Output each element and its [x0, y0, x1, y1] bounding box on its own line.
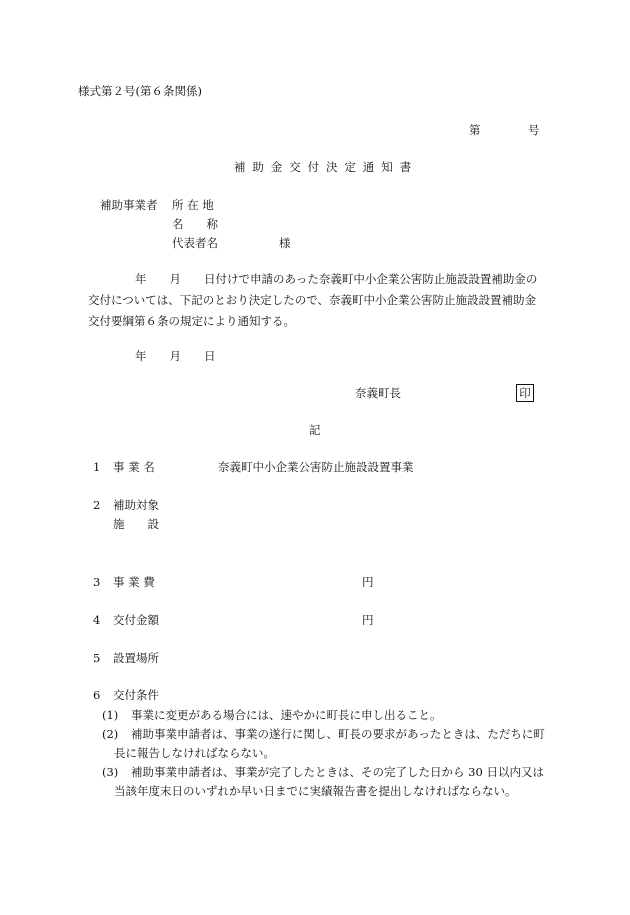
condition-1-text: 事業に変更がある場合には、速やかに町長に申し出ること。 [131, 708, 442, 722]
item-4-label: 交付金額 [113, 613, 159, 627]
body-line-3: 交付要綱第６条の規定により通知する。 [88, 314, 295, 328]
body-line-1: 年 月 日付けで申請のあった奈義町中小企業公害防止施設設置補助金の [135, 272, 538, 286]
body-line-2: 交付については、下記のとおり決定したので、奈義町中小企業公害防止施設設置補助金 [88, 293, 537, 307]
condition-1-num: (1) [102, 708, 119, 722]
condition-2-text: 補助事業申請者は、事業の遂行に関し、町長の要求があったときは、ただちに町 [131, 727, 545, 741]
item-1-label: 事 業 名 [113, 460, 155, 474]
condition-2-text-cont: 長に報告しなければならない。 [114, 746, 275, 760]
item-2-label: 補助対象 [113, 498, 159, 512]
item-6-num: 6 [93, 688, 101, 702]
item-6-label: 交付条件 [113, 688, 159, 702]
address-label: 所 在 地 [172, 198, 214, 212]
item-1-value: 奈義町中小企業公害防止施設設置事業 [218, 460, 414, 474]
item-3-label: 事 業 費 [113, 575, 155, 589]
condition-3-text: 補助事業申請者は、事業が完了したときは、その完了した日から 30 日以内又は [131, 765, 544, 779]
issuer-name: 奈義町長 [355, 386, 401, 400]
form-number: 様式第２号(第６条関係) [78, 84, 202, 98]
addressee-role: 補助事業者 [100, 198, 158, 212]
item-2-label-2: 施 設 [113, 517, 159, 531]
ki-heading: 記 [309, 423, 321, 437]
condition-3-text-cont: 当該年度末日のいずれか早い日までに実績報告書を提出しなければならない。 [114, 784, 517, 798]
item-3-unit: 円 [362, 575, 374, 589]
honorific: 様 [279, 236, 291, 250]
condition-2-num: (2) [102, 727, 119, 741]
representative-label: 代表者名 [172, 236, 218, 250]
name-label: 名 称 [172, 217, 218, 231]
item-3-num: 3 [93, 575, 101, 589]
seal-stamp: 印 [516, 384, 534, 402]
item-1-num: 1 [93, 460, 101, 474]
item-5-label: 設置場所 [113, 651, 159, 665]
item-5-num: 5 [93, 651, 101, 665]
item-4-num: 4 [93, 613, 101, 627]
item-2-num: 2 [93, 498, 101, 512]
document-title: 補助金交付決定通知書 [234, 160, 418, 174]
notice-date: 年 月 日 [135, 349, 216, 363]
condition-3-num: (3) [102, 765, 119, 779]
doc-number-dai: 第 [469, 123, 481, 137]
item-4-unit: 円 [362, 613, 374, 627]
doc-number-go: 号 [528, 123, 540, 137]
